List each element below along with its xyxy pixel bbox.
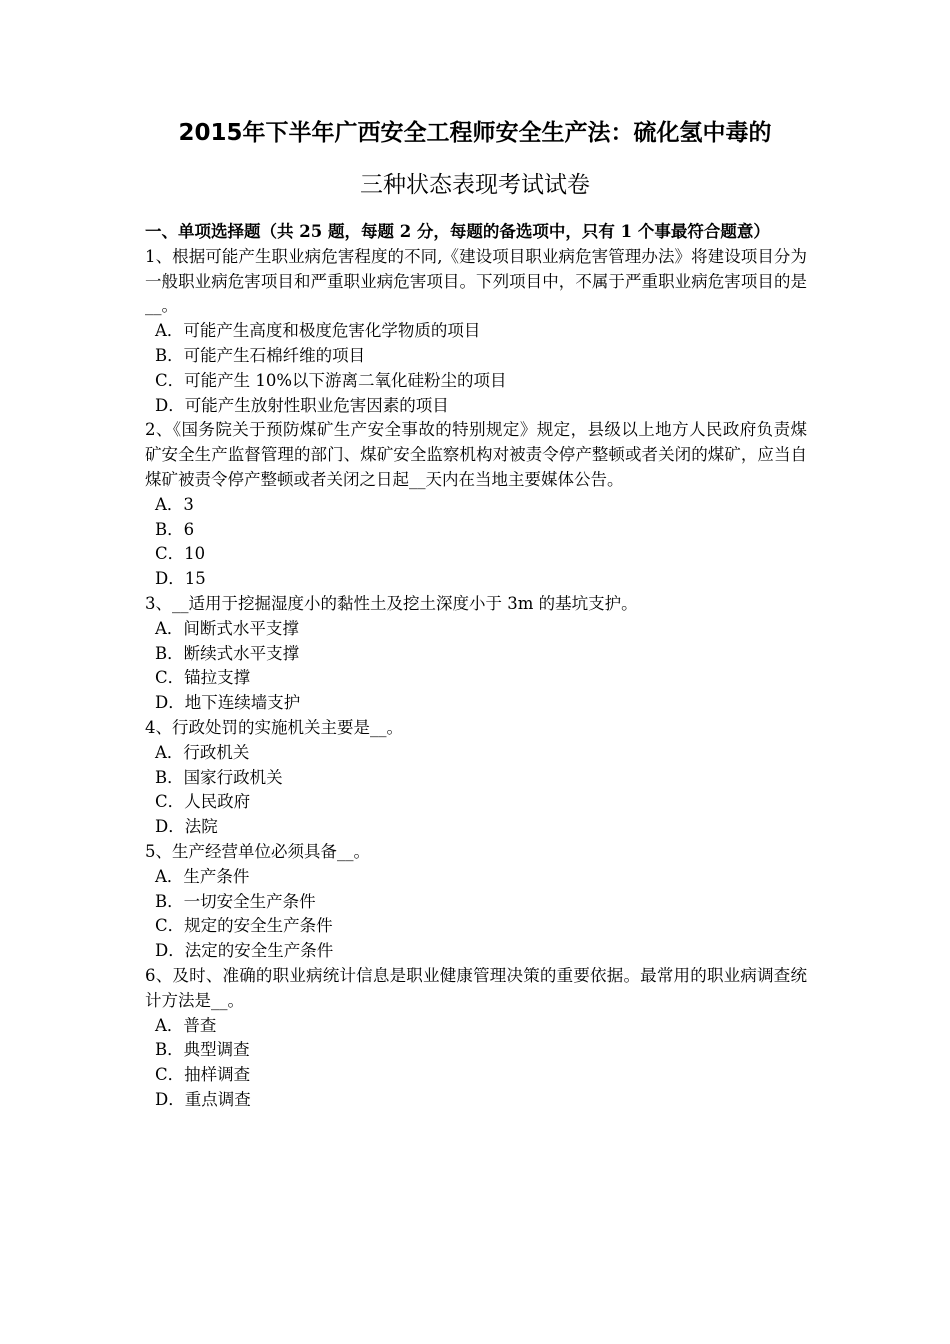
option-text: 法定的安全生产条件 [184, 941, 334, 961]
answer-option [145, 1088, 807, 1113]
answer-option [145, 617, 807, 642]
option-text: 间断式水平支撑 [183, 618, 299, 638]
answer-option [145, 890, 807, 915]
option-text: 人民政府 [184, 792, 251, 812]
document-title-line-2: 三种状态表现考试试卷 [360, 172, 590, 198]
question-6 [145, 964, 807, 1113]
answer-option [145, 741, 807, 766]
answer-option [145, 542, 807, 567]
question-text: 6、及时、准确的职业病统计信息是职业健康管理决策的重要依据。最常用的职业病调查统计方法是__。 [145, 965, 807, 1010]
option-letter: B． [155, 519, 184, 539]
answer-option [145, 518, 807, 543]
option-letter: C． [155, 792, 185, 812]
option-text: 10 [184, 544, 206, 564]
option-letter: C． [155, 1065, 185, 1085]
option-letter: B． [155, 1040, 184, 1060]
option-text: 3 [183, 494, 194, 514]
option-letter: C． [155, 668, 185, 688]
option-text: 6 [183, 519, 195, 539]
option-text: 可能产生放射性职业危害因素的项目 [184, 395, 449, 415]
answer-option [145, 939, 807, 964]
answer-option [145, 790, 807, 815]
option-letter: D． [155, 693, 185, 713]
section-header: 一、单项选择题（共 25 题，每题 2 分，每题的备选项中，只有 1 个事最符合题意） [145, 222, 770, 241]
question-list [145, 245, 807, 1113]
question-2 [145, 418, 807, 592]
option-text: 行政机关 [183, 742, 250, 762]
answer-option [145, 691, 807, 716]
option-text: 可能产生 10%以下游离二氧化硅粉尘的项目 [184, 370, 507, 390]
option-letter: B． [155, 891, 184, 911]
option-letter: A． [155, 494, 184, 514]
option-letter: A． [155, 1015, 184, 1035]
answer-option [145, 815, 807, 840]
answer-option [145, 319, 807, 344]
option-text: 典型调查 [183, 1040, 250, 1060]
option-text: 地下连续墙支护 [184, 693, 301, 713]
option-text: 抽样调查 [184, 1065, 251, 1085]
exam-content [145, 220, 807, 1113]
option-text: 法院 [184, 817, 218, 837]
question-5 [145, 840, 807, 964]
question-4 [145, 716, 807, 840]
question-3 [145, 592, 807, 716]
question-text: 1、根据可能产生职业病危害程度的不同,《建设项目职业病危害管理办法》将建设项目分为一般职业病危害项目和严重职业病危害项目。下列项目中，不属于严重职业病危害项目的是__。 [145, 246, 807, 316]
option-letter: B． [155, 767, 184, 787]
option-letter: B． [155, 643, 184, 663]
option-letter: C． [155, 916, 185, 936]
option-letter: D． [155, 569, 185, 589]
option-letter: C． [155, 370, 185, 390]
option-letter: A． [155, 618, 184, 638]
option-text: 规定的安全生产条件 [184, 916, 333, 936]
document-title-line-1: 2015年下半年广西安全工程师安全生产法：硫化氢中毒的 [178, 120, 772, 146]
answer-option [145, 1063, 807, 1088]
option-text: 可能产生石棉纤维的项目 [183, 345, 366, 365]
answer-option [145, 567, 807, 592]
option-text: 15 [184, 569, 206, 589]
answer-option [145, 369, 807, 394]
answer-option [145, 865, 807, 890]
option-text: 断续式水平支撑 [183, 643, 300, 663]
question-text: 5、生产经营单位必须具备__。 [145, 841, 370, 861]
answer-option [145, 666, 807, 691]
option-letter: D． [155, 817, 185, 837]
option-text: 重点调查 [184, 1089, 251, 1109]
option-letter: C． [155, 544, 185, 564]
option-letter: A． [155, 742, 184, 762]
option-letter: A． [155, 866, 184, 886]
answer-option [145, 493, 807, 518]
answer-option [145, 394, 807, 419]
option-letter: B． [155, 345, 184, 365]
answer-option [145, 642, 807, 667]
question-text: 3、__适用于挖掘湿度小的黏性土及挖土深度小于 3m 的基坑支护。 [145, 593, 638, 613]
answer-option [145, 766, 807, 791]
option-text: 生产条件 [183, 866, 250, 886]
option-letter: D． [155, 395, 185, 415]
question-1 [145, 245, 807, 419]
option-letter: A． [155, 321, 184, 341]
answer-option [145, 1038, 807, 1063]
question-text: 4、行政处罚的实施机关主要是__。 [145, 717, 403, 737]
answer-option [145, 1014, 807, 1039]
question-text: 2、《国务院关于预防煤矿生产安全事故的特别规定》规定，县级以上地方人民政府负责煤矿安全生产监督管理的部门、煤矿安全监察机构对被责令停产整顿或者关闭的煤矿，应当自煤矿被责令停产整顿或者关闭之日起__天内在当地主要媒体公告。 [145, 420, 807, 489]
option-letter: D． [155, 941, 185, 961]
option-letter: D． [155, 1089, 185, 1109]
option-text: 国家行政机关 [183, 767, 283, 787]
option-text: 普查 [183, 1015, 217, 1035]
option-text: 可能产生高度和极度危害化学物质的项目 [183, 321, 481, 341]
option-text: 一切安全生产条件 [183, 891, 316, 911]
answer-option [145, 914, 807, 939]
answer-option [145, 344, 807, 369]
option-text: 锚拉支撑 [184, 668, 251, 688]
